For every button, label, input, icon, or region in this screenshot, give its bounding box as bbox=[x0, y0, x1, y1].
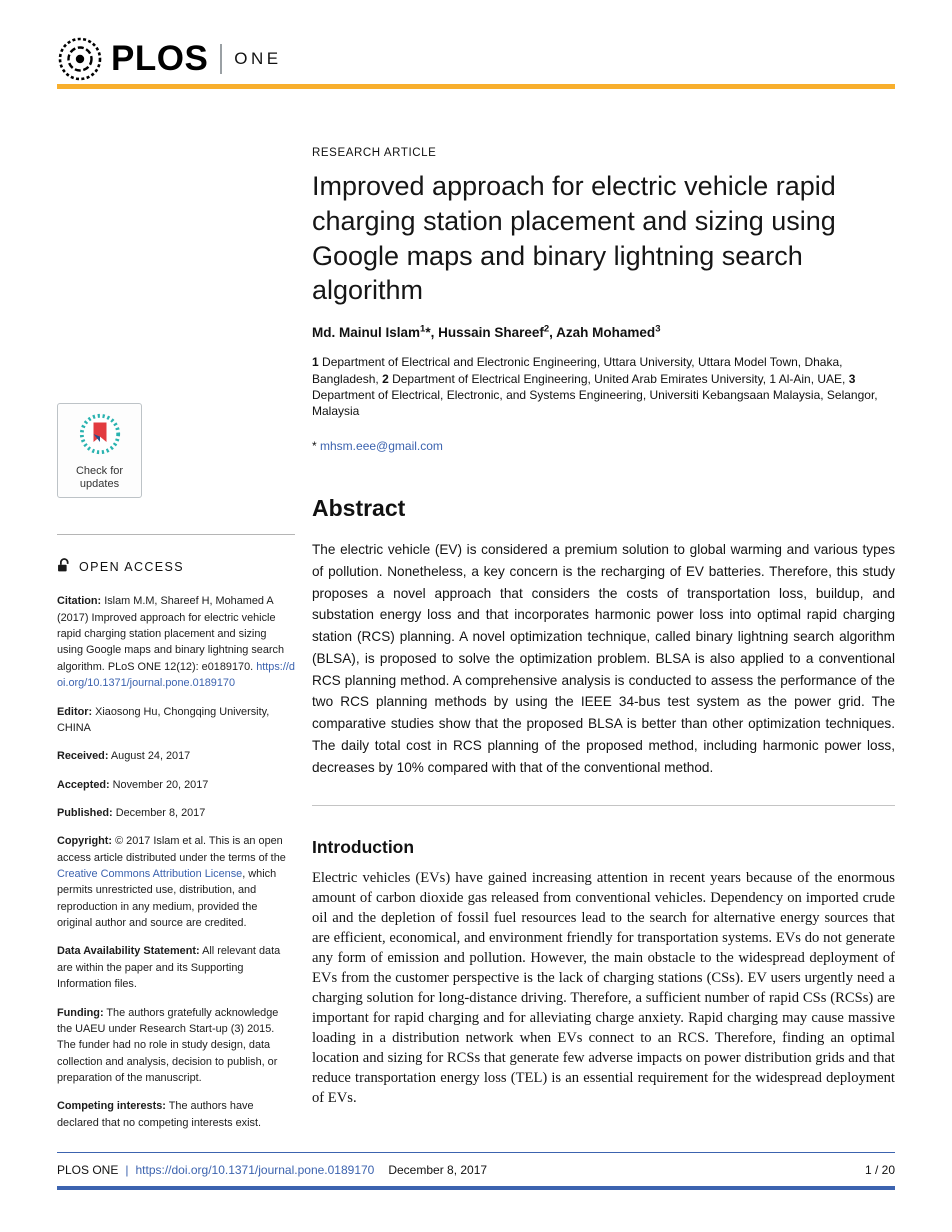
plos-logo-icon bbox=[57, 36, 103, 82]
open-access-label: OPEN ACCESS bbox=[79, 559, 185, 574]
email-link[interactable]: mhsm.eee@gmail.com bbox=[320, 439, 443, 454]
introduction-heading: Introduction bbox=[312, 837, 415, 858]
citation-doi-link[interactable]: https://doi.org/10.1371/journal.pone.0189170 bbox=[57, 660, 295, 690]
affiliation-text: Department of Electrical and Electronic Engineering, Uttara University, Uttara Model Town, Dhaka, Bangladesh, bbox=[312, 355, 843, 386]
accepted-date: Accepted: November 20, 2017 bbox=[57, 778, 209, 791]
email-asterisk: * bbox=[312, 439, 317, 454]
affiliation-text: Department of Electrical Engineering, United Arab Emirates University, 1 Al-Ain, UAE, bbox=[388, 371, 849, 386]
introduction-text: Electric vehicles (EVs) have gained increasing attention in recent years because of the enormous amount of carbon dioxide gas released from conventional vehicles. Dependency on imported crude oil and the depletion of fossil fuel resources lead to the search for alternative energy sources that are efficient, economical, and environment friendly for transportation systems. EVs do not generate any form of emission and pollution. However, the main obstacle to the widespread deployment of EVs from the customer perspective is the lack of charging stations (CSs). EV users urgently need a charging solution for long-distance driving. Therefore, a sufficient number of rapid CSs (RCSs) are important for rapid charging and for alleviating charge anxiety. Rapid charging may cause massive loading in a distribution network when EVs connect to an RCS. Therefore, finding an optimal location and sizing for RCSs that generate few adverse impacts on power distribution grids and that reduce transportation energy loss (TEL) is an essential requirement for the widespread deployment of EVs. bbox=[312, 870, 895, 1107]
cc-license-link[interactable]: Creative Commons Attribution License bbox=[57, 868, 243, 881]
author-affiliation-marker: 3 bbox=[655, 323, 661, 335]
affiliation-text: Department of Electrical, Electronic, and Systems Engineering, Universiti Kebangsaan Malaysia, Selangor, Malaysia bbox=[312, 387, 878, 418]
affiliation-number: 1 bbox=[312, 355, 319, 370]
corresponding-author-marker: * bbox=[425, 325, 431, 341]
data-availability-note: Data Availability Statement: All relevant data are within the paper and its Supporting Information files. bbox=[57, 945, 281, 991]
footer-bottom-rule bbox=[57, 1186, 895, 1190]
funding-note: Funding: The authors gratefully acknowledge the UAEU under Research Start-up (3) 2015. The funder had no role in study design, data collection and analysis, decision to publish, or preparation of the manuscript. bbox=[57, 1006, 279, 1084]
authors-line bbox=[312, 325, 895, 340]
affiliation-number: 2 bbox=[382, 371, 389, 386]
article-title: Improved approach for electric vehicle rapid charging station placement and sizing using Google maps and binary lightning search algorithm bbox=[312, 171, 836, 306]
sidebar-metadata-column bbox=[57, 93, 295, 1131]
corresponding-email-line bbox=[312, 439, 895, 453]
page-number: 1 / 20 bbox=[864, 1163, 895, 1177]
footer-citation bbox=[57, 1163, 487, 1177]
author-name: , Azah Mohamed bbox=[549, 325, 656, 341]
author-affiliation-marker: 1 bbox=[420, 323, 426, 335]
section-divider bbox=[312, 805, 895, 806]
competing-interests-note: Competing interests: The authors have declared that no competing interests exist. bbox=[57, 1100, 262, 1129]
footer-journal-name: PLOS ONE bbox=[57, 1163, 119, 1177]
editor-note: Editor: Xiaosong Hu, Chongqing University, CHINA bbox=[57, 705, 270, 734]
crossmark-icon bbox=[78, 443, 122, 460]
sidebar-divider bbox=[57, 534, 295, 535]
author-name: Md. Mainul Islam bbox=[312, 325, 421, 341]
footer-separator: | bbox=[125, 1163, 129, 1177]
check-for-updates-badge[interactable] bbox=[57, 403, 142, 498]
received-date: Received: August 24, 2017 bbox=[57, 750, 191, 763]
journal-header bbox=[57, 34, 895, 84]
logo-divider bbox=[220, 44, 222, 74]
open-lock-icon bbox=[57, 557, 71, 576]
affiliation-number: 3 bbox=[848, 371, 856, 386]
page-footer bbox=[57, 1163, 895, 1177]
published-date: Published: December 8, 2017 bbox=[57, 806, 206, 819]
author-affiliation-marker: 2 bbox=[543, 323, 550, 335]
plos-one-logo bbox=[57, 34, 895, 84]
journal-name: ONE bbox=[234, 49, 282, 68]
citation-note: Citation: Islam M.M, Shareef H, Mohamed A (2017) Improved approach for electric vehicle rapid charging station placement and sizing using Google maps and binary lightning search algorithm. PLoS ONE 12(12): e0189170. https://doi.org/10.1371/journal.pone.0189170 bbox=[57, 595, 295, 690]
author-name: , Hussain Shareef bbox=[430, 325, 544, 341]
footer-top-rule bbox=[57, 1152, 895, 1153]
check-updates-label: Check for updates bbox=[75, 465, 124, 491]
open-access-indicator bbox=[57, 557, 295, 576]
plos-wordmark: PLOS bbox=[111, 39, 209, 78]
footer-date: December 8, 2017 bbox=[388, 1163, 488, 1177]
copyright-note: Copyright: © 2017 Islam et al. This is an open access article distributed under the terms of the Creative Commons Attribution License, which permits unrestricted use, distribution, and reproduction in any medium, provided the original author and source are credited. bbox=[57, 835, 286, 930]
article-main-column bbox=[312, 93, 895, 1109]
affiliations bbox=[312, 354, 895, 419]
footer-doi-link[interactable]: https://doi.org/10.1371/journal.pone.0189170 bbox=[135, 1163, 375, 1177]
abstract-heading: Abstract bbox=[312, 495, 406, 522]
article-type-label: RESEARCH ARTICLE bbox=[312, 147, 437, 159]
abstract-text: The electric vehicle (EV) is considered a premium solution to global warming and various types of pollution. Nonetheless, a key concern is the recharging of EV batteries. Therefore, this study proposes a novel approach that considers the costs of transportation loss, buildup, and substation energy loss and that incorporates harmonic power loss into optimal rapid charging station (RCS) planning. A novel optimization technique, called binary lightning search algorithm (BLSA), is proposed to solve the optimization problem. BLSA is also applied to a conventional RCS planning method. A comprehensive analysis is conducted to assess the performance of the two RCS planning methods by using the IEEE 34-bus test system as the power grid. The comparative studies show that the proposed BLSA is better than other optimization techniques. The daily total cost in RCS planning of the proposed method, including harmonic power loss, decreases by 10% compared with that of the conventional method. bbox=[312, 542, 895, 775]
header-accent-rule bbox=[57, 84, 895, 89]
